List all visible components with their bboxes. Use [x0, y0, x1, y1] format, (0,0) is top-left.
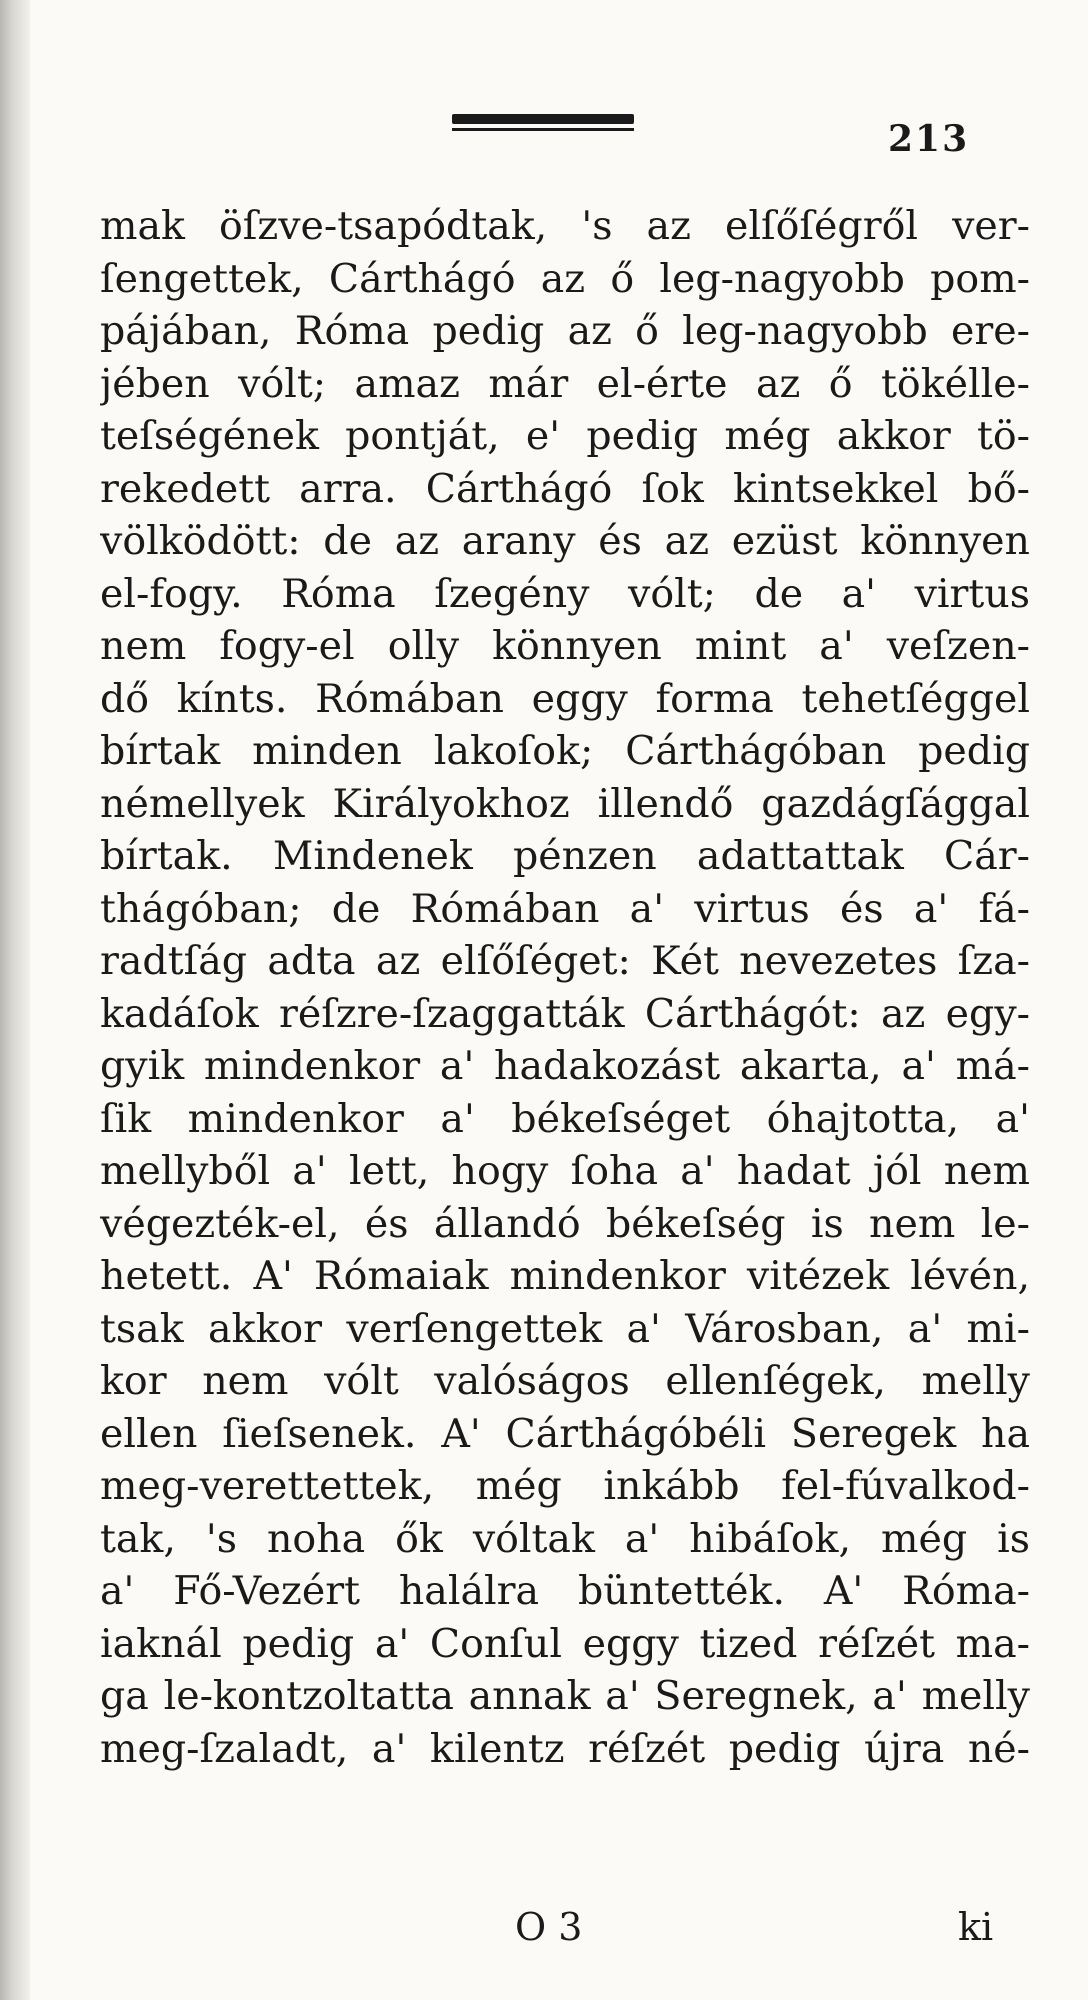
header-ornament-rule — [452, 114, 634, 124]
text-line: nem fogy-el olly könnyen mint a' veſzen- — [100, 623, 1030, 669]
text-line: iaknál pedig a' Conſul eggy tized réſzét ma- — [100, 1620, 1030, 1667]
text-line: teſségének pontját, e' pedig még akkor tö- — [100, 413, 1030, 459]
text-line: hetett. A' Rómaiak mindenkor vitézek lévén, — [100, 1253, 1030, 1299]
text-line: ellen ſieſsenek. A' Cárthágóbéli Seregek ha — [100, 1410, 1030, 1457]
text-line: völködött: de az arany és az ezüst könnyen — [100, 518, 1030, 564]
text-line: kor nem vólt valóságos ellenſégek, melly — [100, 1358, 1030, 1404]
text-line: ga le-kontzoltatta annak a' Seregnek, a' melly — [100, 1673, 1030, 1719]
text-line: a' Fő-Vezért halálra büntették. A' Róma- — [100, 1568, 1030, 1614]
catchword: ki — [958, 1905, 994, 1949]
text-line: mellyből a' lett, hogy ſoha a' hadat jól nem — [100, 1148, 1030, 1194]
text-line: mak öſzve-tsapódtak, 's az elſőſégről ver- — [100, 203, 1030, 249]
text-line: thágóban; de Rómában a' virtus és a' fá- — [100, 885, 1030, 932]
header-ornament-rule-thin — [452, 128, 634, 131]
text-line: pájában, Róma pedig az ő leg-nagyobb ere- — [100, 308, 1030, 354]
text-line: tak, 's noha ők vóltak a' hibáſok, még is — [100, 1515, 1030, 1562]
text-line: meg-ſzaladt, a' kilentz réſzét pedig újra né- — [100, 1725, 1030, 1772]
text-line: el-fogy. Róma ſzegény vólt; de a' virtus — [100, 570, 1030, 617]
page-binding-edge — [0, 0, 30, 2000]
text-line: gyik mindenkor a' hadakozást akarta, a' má- — [100, 1043, 1030, 1089]
text-line: bírtak minden lakoſok; Cárthágóban pedig — [100, 728, 1030, 774]
text-line: tsak akkor verſengettek a' Városban, a' mi- — [100, 1305, 1030, 1352]
text-line: jében vólt; amaz már el-érte az ő tökélle- — [100, 360, 1030, 407]
text-line: dő kínts. Rómában eggy forma tehetſéggel — [100, 675, 1030, 722]
text-line: meg-verettettek, még inkább fel-fúvalkod- — [100, 1463, 1030, 1509]
page-footer — [0, 1905, 1088, 1965]
text-line: végezték-el, és állandó békeſség is nem le- — [100, 1200, 1030, 1247]
signature-mark: O 3 — [515, 1905, 583, 1949]
body-text — [100, 200, 1030, 1775]
text-line: kadáſok réſzre-ſzaggatták Cárthágót: az egy- — [100, 990, 1030, 1037]
text-line: bírtak. Mindenek pénzen adattattak Cár- — [100, 833, 1030, 879]
text-line: radtſág adta az elſőſéget: Két nevezetes ſza- — [100, 938, 1030, 984]
text-line: ſengettek, Cárthágó az ő leg-nagyobb pom- — [100, 255, 1030, 302]
text-line: rekedett arra. Cárthágó ſok kintsekkel bő- — [100, 465, 1030, 512]
page-number: 213 — [888, 118, 970, 160]
text-line: némellyek Királyokhoz illendő gazdágſággal — [100, 780, 1030, 827]
text-line: ſik mindenkor a' békeſséget óhajtotta, a' — [100, 1095, 1030, 1142]
